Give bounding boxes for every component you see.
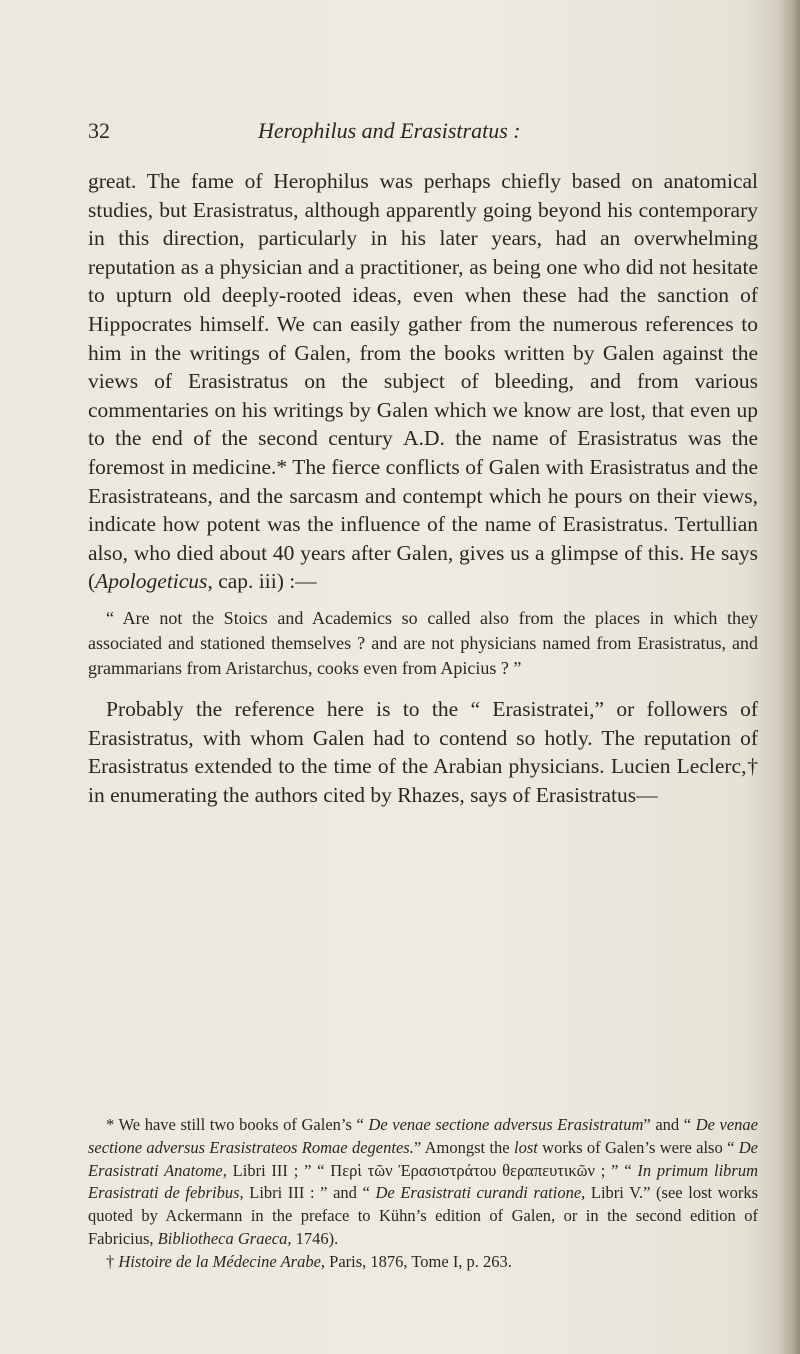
page-edge-shadow (778, 0, 800, 1354)
footnote-1-part: Libri III ; ” “ Περὶ τῶν Ἐρασιστράτου θεραπευτικῶν ; ” “ (226, 1160, 638, 1180)
footnote-1-part: ” Amongst the (413, 1137, 514, 1157)
footnote-1-title: De venae sectione adversus Erasistratum (368, 1115, 644, 1134)
page-header (88, 118, 748, 148)
block-quote: “ Are not the Stoics and Academics so called also from the places in which they associated and stationed themselves ? and are not physicians named from Erasistratus, and grammarians from Aristarchus, cooks even from Apicius ? ” (88, 607, 758, 678)
era-abbreviation: A.D. (403, 426, 445, 451)
footnote-1-part: Libri V.” (see lost works quoted by Ackermann in the preface to Kühn’s edition of Galen, or in the second edition of Fabricius, (88, 1183, 759, 1248)
footnote-1-title: Bibliotheca Graeca, (157, 1228, 292, 1248)
running-title: Herophilus and Erasistratus : (258, 118, 521, 143)
paragraph-1-part-b: the name of Erasistratus was the foremost in medicine.* The fierce conflicts of Galen with Erasistratus and the Erasistrateans, and the sarcasm and contempt which he pours on their views, indicate how potent was the influence of the name of Erasistratus. Tertullian also, who died about 40 years after Galen, gives us a glimpse of this. He says ( (88, 426, 758, 594)
footnote-1-part: * We have still two books of Galen’s “ (106, 1115, 369, 1134)
footnote-1-emphasis: lost (513, 1137, 538, 1157)
paragraph-1-part-a: great. The fame of Herophilus was perhaps chiefly based on anatomical studies, but Erasistratus, although apparently going beyond his contemporary in this direction, particularly in his later years, had an overwhelming reputation as a physician and a practitioner, as being one who did not hesitate to upturn old deeply-rooted ideas, even when these had the sanction of Hippocrates himself. We can easily gather from the numerous references to him in the writings of Galen, from the books written by Galen against the views of Erasistratus on the subject of bleeding, and from various commentaries on his writings by Galen which we know are lost, that even up to the end of the second century (88, 169, 758, 451)
footnote-1-title: De venae sectione adversus Erasistrateos Romae degentes. (88, 1115, 758, 1157)
footnote-2-part: † (106, 1251, 119, 1271)
footnote-1-part: Libri III : ” and “ (243, 1183, 376, 1203)
footnote-1-part: 1746). (291, 1228, 339, 1248)
footnote-1-title: De Erasistrati curandi ratione, (375, 1183, 586, 1203)
paragraph-1 (88, 167, 758, 596)
footnote-2-part: Paris, 1876, Tome I, p. 263. (325, 1251, 512, 1271)
paragraph-1-part-c: , cap. iii) :— (207, 569, 317, 594)
footnote-1-title: In primum librum Erasistrati de febribus, (88, 1160, 758, 1203)
work-title-apologeticus: Apologeticus (95, 569, 208, 594)
footnote-1-part: ” and “ (643, 1115, 696, 1134)
main-text (88, 167, 758, 809)
footnote-1 (88, 1114, 758, 1251)
footnotes (88, 1114, 758, 1274)
footnote-2 (88, 1251, 758, 1274)
footnote-1-title: De Erasistrati Anatome, (88, 1137, 759, 1180)
footnote-1-part: works of Galen’s were also “ (537, 1137, 739, 1157)
footnote-2-title: Histoire de la Médecine Arabe, (118, 1251, 326, 1271)
page-number: 32 (88, 118, 110, 143)
paragraph-2: Probably the reference here is to the “ Erasistratei,” or followers of Erasistratus, with whom Galen had to contend so hotly. The reputation of Erasistratus extended to the time of the Arabian physicians. Lucien Leclerc,† in enumerating the authors cited by Rhazes, says of Erasistratus— (88, 696, 758, 807)
